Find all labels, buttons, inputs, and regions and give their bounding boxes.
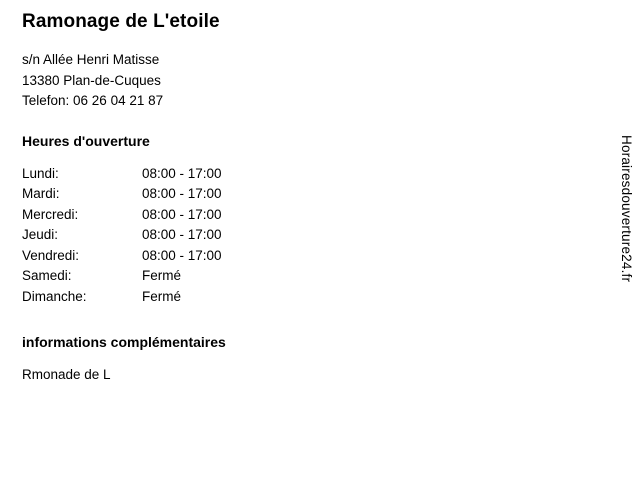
additional-info-text: Rmonade de L bbox=[22, 367, 111, 382]
hours-time-value: 08:00 - 17:00 bbox=[142, 165, 222, 181]
table-row bbox=[22, 266, 322, 287]
table-row bbox=[22, 225, 322, 246]
opening-hours-heading: Heures d'ouverture bbox=[22, 132, 150, 149]
hours-day-label: Jeudi: bbox=[22, 227, 59, 242]
table-row bbox=[22, 184, 322, 205]
hours-day-label: Samedi: bbox=[22, 268, 72, 283]
hours-time-value: 08:00 - 17:00 bbox=[142, 186, 222, 201]
hours-time-value: 08:00 - 17:00 bbox=[142, 206, 222, 222]
address-line-city: 13380 Plan-de-Cuques bbox=[22, 72, 161, 88]
table-row bbox=[22, 205, 322, 226]
opening-hours-table bbox=[22, 164, 322, 308]
page-title: Ramonage de L'etoile bbox=[22, 11, 220, 32]
hours-day-label: Vendredi: bbox=[22, 247, 80, 263]
hours-time-value: Fermé bbox=[142, 268, 182, 283]
hours-day-label: Lundi: bbox=[22, 165, 59, 181]
hours-day-label: Dimanche: bbox=[22, 288, 87, 304]
table-row bbox=[22, 246, 322, 267]
address-line-street: s/n Allée Henri Matisse bbox=[22, 52, 160, 67]
hours-time-value: Fermé bbox=[142, 288, 182, 304]
table-row bbox=[22, 164, 322, 185]
hours-time-value: 08:00 - 17:00 bbox=[142, 247, 222, 263]
document-content bbox=[22, 10, 602, 385]
hours-day-label: Mercredi: bbox=[22, 206, 79, 222]
table-row bbox=[22, 287, 322, 308]
hours-time-value: 08:00 - 17:00 bbox=[142, 227, 222, 242]
address-block bbox=[22, 50, 602, 112]
site-watermark: Horairesdouverture24.fr bbox=[619, 135, 634, 283]
additional-info-heading: informations complémentaires bbox=[22, 334, 226, 350]
address-line-phone: Telefon: 06 26 04 21 87 bbox=[22, 93, 164, 108]
hours-day-label: Mardi: bbox=[22, 186, 60, 201]
